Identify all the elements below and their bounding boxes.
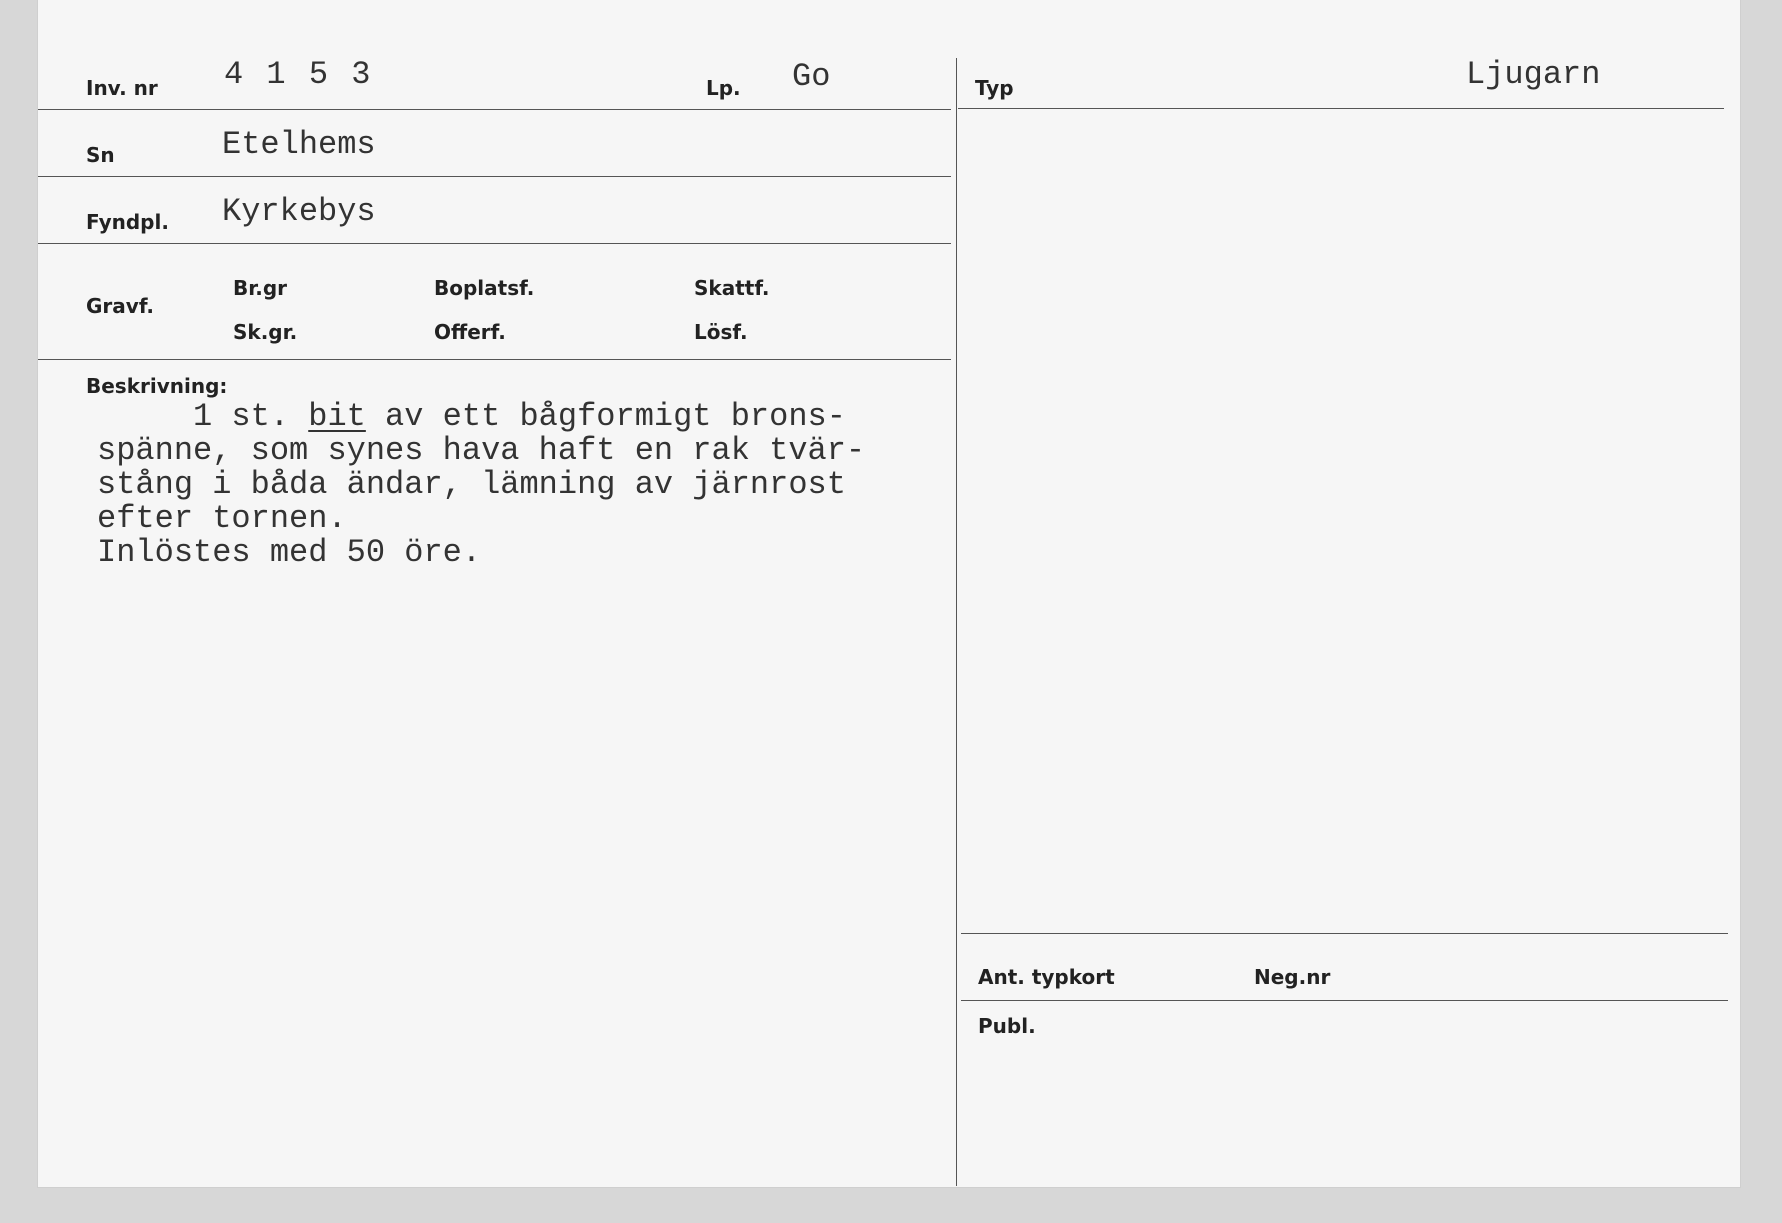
divider-row4 [38, 359, 951, 360]
brgr-label: Br.gr [233, 276, 288, 300]
description-line-2: spänne, som synes hava haft en rak tvär- [97, 432, 866, 469]
sn-value: Etelhems [222, 126, 376, 163]
underlined-word: bit [308, 398, 366, 435]
divider-row3 [38, 243, 951, 244]
divider-row2 [38, 176, 951, 177]
sn-label: Sn [86, 143, 115, 167]
gravf-label: Gravf. [86, 294, 155, 318]
skattf-label: Skattf. [694, 276, 770, 300]
inv-nr-label: Inv. nr [86, 76, 158, 100]
inv-nr-value: 4 1 5 3 [224, 56, 373, 93]
fyndpl-value: Kyrkebys [222, 193, 376, 230]
losf-label: Lösf. [694, 320, 748, 344]
catalog-card [38, 0, 1740, 1187]
publ-label: Publ. [978, 1014, 1036, 1038]
beskrivning-label: Beskrivning: [86, 374, 228, 398]
typ-value: Ljugarn [1466, 56, 1601, 93]
divider-publ-top [961, 1000, 1728, 1001]
offerf-label: Offerf. [434, 320, 506, 344]
divider-typ [958, 108, 1724, 109]
fyndpl-label: Fyndpl. [86, 210, 169, 234]
description-text [97, 400, 865, 570]
description-line-4: efter tornen. [97, 500, 347, 537]
vertical-divider [956, 58, 957, 1186]
neg-nr-label: Neg.nr [1254, 965, 1331, 989]
lp-value: Go [792, 58, 831, 95]
description-line-1: 1 st. bit av ett bågformigt brons- [97, 398, 846, 435]
ant-typkort-label: Ant. typkort [978, 965, 1115, 989]
divider-ant-typkort-top [961, 933, 1728, 934]
description-line-5: Inlöstes med 50 öre. [97, 534, 482, 571]
divider-row1 [38, 109, 951, 110]
skgr-label: Sk.gr. [233, 320, 298, 344]
boplatsf-label: Boplatsf. [434, 276, 535, 300]
typ-label: Typ [975, 76, 1014, 100]
description-line-3: stång i båda ändar, lämning av järnrost [97, 466, 846, 503]
lp-label: Lp. [706, 76, 741, 100]
